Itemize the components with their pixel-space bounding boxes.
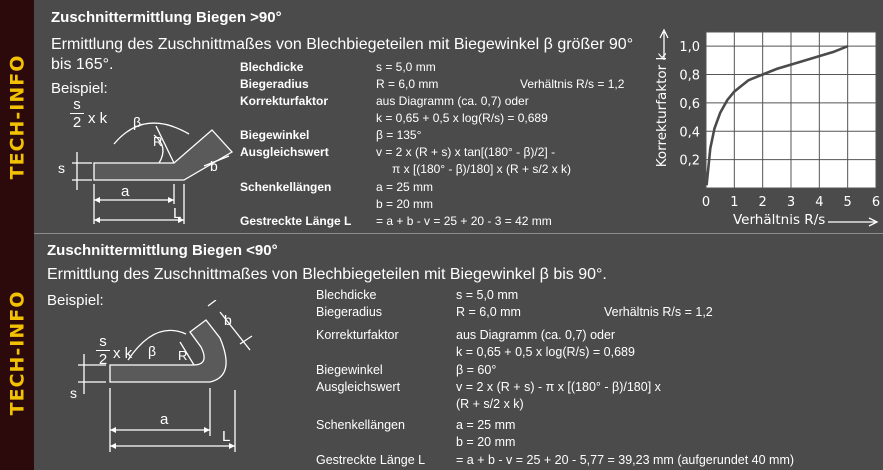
s2-label-legs: Schenkellängen xyxy=(316,418,405,432)
s1-value-ratio: Verhältnis R/s = 1,2 xyxy=(520,77,625,91)
s2-diagram-b: b xyxy=(224,312,232,328)
s2-label-correction: Korrekturfaktor xyxy=(316,328,399,342)
section1-title: Zuschnittermittlung Biegen >90° xyxy=(51,9,282,26)
chart-x-tick: 0 xyxy=(701,195,711,210)
chart-x-ticks xyxy=(702,195,880,210)
s1-diagram-a: a xyxy=(121,183,130,200)
s2-value-thickness: s = 5,0 mm xyxy=(456,288,519,302)
section1-description-line1: Ermittlung des Zuschnittmaßes von Blechbiegeteilen mit Biegewinkel β größer 90° xyxy=(51,36,634,53)
section2-title: Zuschnittermittlung Biegen <90° xyxy=(47,242,278,259)
chart-y-label-wrap xyxy=(652,30,670,192)
section1-example-label: Beispiel: xyxy=(51,80,108,97)
s1-label-compensation: Ausgleichswert xyxy=(240,145,329,159)
s1-diagram-L: L xyxy=(173,205,182,222)
s1-diagram-R: R xyxy=(153,134,163,149)
s1-fraction-den: 2 xyxy=(72,114,82,131)
chart-y-tick: 0,8 xyxy=(679,68,700,84)
chart-x-tick: 4 xyxy=(815,195,824,210)
s2-value-correction-formula: k = 0,65 + 0,5 x log(R/s) = 0,689 xyxy=(456,345,635,359)
s1-value-length: = a + b - v = 25 + 20 - 3 = 42 mm xyxy=(376,214,552,228)
s2-value-leg-a: a = 25 mm xyxy=(456,418,516,432)
s2-diagram-a: a xyxy=(160,411,169,428)
section2-example-label: Beispiel: xyxy=(47,292,104,309)
sidebar xyxy=(0,0,34,470)
chart-x-label: Verhältnis R/s xyxy=(733,212,826,228)
chart-y-ticks xyxy=(679,40,700,168)
chart-x-tick: 3 xyxy=(786,195,796,210)
s1-diagram-beta: β xyxy=(133,114,142,130)
chart-x-tick: 2 xyxy=(758,195,767,210)
s1-diagram-b: b xyxy=(210,158,218,174)
section-divider xyxy=(34,233,883,234)
s2-diagram-L: L xyxy=(222,428,231,445)
chart-x-tick: 6 xyxy=(871,195,881,210)
section1-description-line2: bis 165°. xyxy=(51,56,114,73)
s1-value-radius: R = 6,0 mm xyxy=(376,77,439,91)
s2-value-length: = a + b - v = 25 + 20 - 5,77 = 39,23 mm (aufgerundet 40 mm) xyxy=(456,453,795,467)
s2-value-leg-b: b = 20 mm xyxy=(456,435,516,449)
s2-diagram-s: s xyxy=(70,385,77,401)
s1-value-angle: β = 135° xyxy=(376,128,422,142)
s2-diagram-R: R xyxy=(178,348,188,363)
s1-value-thickness: s = 5,0 mm xyxy=(376,60,436,74)
s1-label-thickness: Blechdicke xyxy=(240,60,304,74)
s2-value-ratio: Verhältnis R/s = 1,2 xyxy=(604,305,713,319)
s1-value-correction: aus Diagramm (ca. 0,7) oder xyxy=(376,94,529,108)
s1-fraction-num: s xyxy=(73,96,81,113)
s2-fraction-suffix: x k xyxy=(113,345,133,362)
s2-fraction-den: 2 xyxy=(98,351,108,368)
s2-bend-diagram xyxy=(60,300,310,460)
s1-value-leg-a: a = 25 mm xyxy=(376,180,434,194)
correction-factor-chart xyxy=(650,20,883,232)
section2-description: Ermittlung des Zuschnittmaßes von Blechbiegeteilen mit Biegewinkel β bis 90°. xyxy=(47,266,607,283)
s2-value-angle: β = 60° xyxy=(456,363,497,377)
s2-label-radius: Biegeradius xyxy=(316,305,383,319)
s1-label-legs: Schenkellängen xyxy=(240,180,332,194)
s2-fraction-num: s xyxy=(99,333,107,350)
s1-label-length: Gestreckte Länge L xyxy=(240,214,352,228)
s2-value-correction: aus Diagramm (ca. 0,7) oder xyxy=(456,328,616,342)
s2-label-length: Gestreckte Länge L xyxy=(316,453,426,467)
chart-grid xyxy=(706,32,876,188)
chart-x-arrow xyxy=(828,218,877,226)
s1-value-leg-b: b = 20 mm xyxy=(376,197,434,211)
chart-y-tick: 0,6 xyxy=(679,96,700,112)
s1-fraction-suffix: x k xyxy=(88,110,108,127)
s1-value-compensation-2: π x [(180° - β)/180] x (R + s/2 x k) xyxy=(392,162,572,176)
s2-value-compensation-1: v = 2 x (R + s) - π x [(180° - β)/180] x xyxy=(456,380,661,394)
chart-y-tick: 1,0 xyxy=(679,40,700,56)
sidebar-label-top: TECH-INFO xyxy=(6,54,28,180)
s1-value-compensation-1: v = 2 x (R + s) x tan[(180° - β)/2] - xyxy=(376,145,556,159)
s2-label-angle: Biegewinkel xyxy=(316,363,383,377)
s2-label-thickness: Blechdicke xyxy=(316,288,377,302)
s1-value-correction-formula: k = 0,65 + 0,5 x log(R/s) = 0,689 xyxy=(376,111,548,125)
s2-value-radius: R = 6,0 mm xyxy=(456,305,521,319)
chart-x-tick: 1 xyxy=(730,195,739,210)
s1-label-correction: Korrekturfaktor xyxy=(240,94,329,108)
s1-diagram-s: s xyxy=(58,160,65,176)
sidebar-label-bottom: TECH-INFO xyxy=(6,290,28,416)
s2-diagram-beta: β xyxy=(148,343,157,359)
s1-label-angle: Biegewinkel xyxy=(240,128,310,142)
chart-x-tick: 5 xyxy=(843,195,852,210)
s2-value-compensation-2: (R + s/2 x k) xyxy=(456,397,524,411)
chart-y-tick: 0,2 xyxy=(679,153,700,169)
chart-y-label: Korrekturfaktor k xyxy=(654,52,670,168)
s1-label-radius: Biegeradius xyxy=(240,77,309,91)
s2-label-compensation: Ausgleichswert xyxy=(316,380,401,394)
chart-y-tick: 0,4 xyxy=(679,125,700,141)
